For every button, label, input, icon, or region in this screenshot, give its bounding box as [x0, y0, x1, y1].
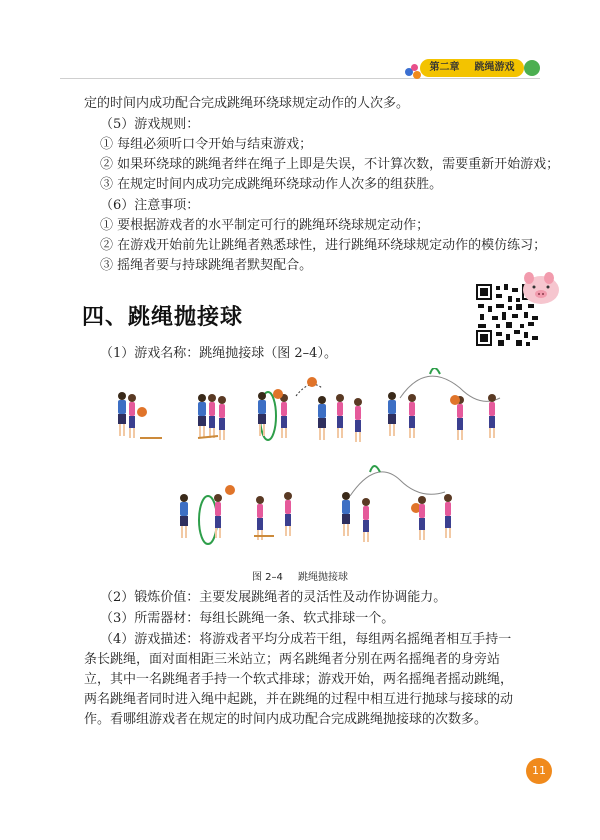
- jump-rope-catch-illustration: [100, 368, 520, 558]
- header-green-dot-icon: [524, 60, 540, 76]
- rule-1: ① 每组必须听口令开始与结束游戏；: [100, 137, 313, 152]
- chapter-label: [420, 59, 524, 77]
- note-3: ③ 摇绳者要与持球跳绳者默契配合。: [100, 258, 313, 273]
- rules-heading: （5）游戏规则：: [100, 117, 200, 132]
- header-rule: [60, 78, 540, 79]
- equipment: （3）所需器材：每组长跳绳一条、软式排球一个。: [100, 611, 395, 626]
- rule-2: ② 如果环绕球的跳绳者绊在绳子上即是失误，不计算次数，需要重新开始游戏；: [100, 157, 560, 172]
- page-number: 11: [526, 758, 552, 784]
- continued-line: 定的时间内成功配合完成跳绳环绕球规定动作的人次多。: [84, 96, 410, 111]
- note-2: ② 在游戏开始前先让跳绳者熟悉球性，进行跳绳环绕球规定动作的模仿练习；: [100, 238, 547, 253]
- note-1: ① 要根据游戏者的水平制定可行的跳绳环绕球规定动作；: [100, 218, 430, 233]
- exercise-value: （2）锻炼价值：主要发展跳绳者的灵活性及动作协调能力。: [100, 590, 447, 605]
- chapter-number: 第二章: [429, 62, 460, 73]
- figure-label: 图 2–4: [251, 572, 283, 583]
- game-name: （1）游戏名称：跳绳抛接球（图 2–4）。: [100, 346, 337, 361]
- section-title: 四、跳绳抛接球: [82, 305, 244, 330]
- chapter-title: 跳绳游戏: [474, 62, 515, 73]
- rule-3: ③ 在规定时间内成功完成跳绳环绕球动作人次多的组获胜。: [100, 177, 443, 192]
- page-header: [0, 54, 600, 80]
- figure-caption: [0, 568, 600, 583]
- game-description: （4）游戏描述：将游戏者平均分成若干组，每组两名摇绳者相互手持一条长跳绳，面对面相距三米站立；两名跳绳者分别在两名摇绳者的身旁站立，其中一名跳绳者手持一个软式排球；游戏开始，两名摇绳者摇动跳绳，两名跳绳者同时进入绳中起跳，并在跳绳的过程中相互进行抛球与接球的动作。看哪组游戏者在规定的时间内成功配合完成跳绳抛接球的次数多。: [84, 632, 514, 727]
- figure-title: 跳绳抛接球: [298, 572, 349, 583]
- notes-heading: （6）注意事项：: [100, 198, 200, 213]
- pig-mascot-icon: [515, 268, 563, 308]
